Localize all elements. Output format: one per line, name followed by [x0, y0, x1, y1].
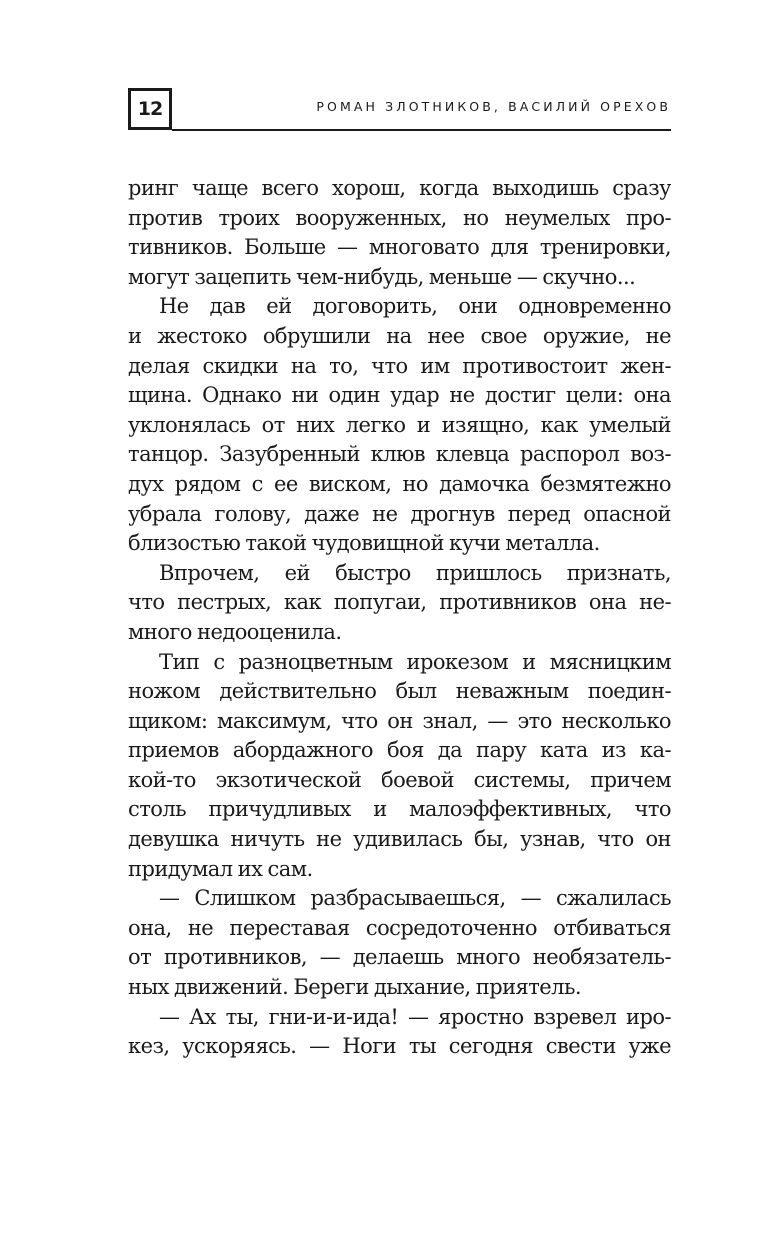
text-line: убрала голову, даже не дрогнув перед опасной	[128, 501, 671, 526]
text-line: кез, ускоряясь. — Ноги ты сегодня свести уже	[128, 1034, 671, 1059]
text-line: много недооценила.	[128, 619, 342, 644]
text-line: Впрочем, ей быстро пришлось признать,	[159, 560, 671, 585]
text-line: дух рядом с ее виском, но дамочка безмятежно	[128, 471, 671, 496]
page-number: 12	[128, 88, 172, 130]
text-line: Тип с разноцветным ирокезом и мясницким	[159, 649, 671, 674]
text-line: щина. Однако ни один удар не достиг цели: она	[128, 383, 671, 408]
page-header	[128, 88, 671, 134]
text-line: придумал их сам.	[128, 856, 313, 881]
text-line: щиком: максимум, что он знал, — это несколько	[128, 708, 671, 733]
text-line: ных движений. Береги дыхание, приятель.	[128, 975, 581, 1000]
header-rule	[172, 129, 671, 131]
text-line: кой-то экзотической боевой системы, причем	[128, 767, 671, 792]
text-line: тивников. Больше — многовато для тренировки,	[128, 235, 671, 260]
text-line: от противников, — делаешь много необязатель-	[128, 945, 671, 970]
text-line: близостью такой чудовищной кучи металла.	[128, 531, 600, 556]
text-line: и жестоко обрушили на нее свое оружие, не	[128, 323, 671, 348]
text-line: против троих вооруженных, но неумелых про-	[128, 205, 671, 230]
running-head-authors: РОМАН ЗЛОТНИКОВ, ВАСИЛИЙ ОРЕХОВ	[316, 99, 671, 114]
text-line: уклонялась от них легко и изящно, как умелый	[128, 412, 671, 437]
text-line: танцор. Зазубренный клюв клевца распорол воз-	[128, 442, 671, 467]
text-line: — Слишком разбрасываешься, — сжалилась	[159, 886, 671, 911]
text-line: — Ах ты, гни-и-и-ида! — яростно взревел иро-	[159, 1004, 671, 1029]
text-line: ножом действительно был неважным поедин-	[128, 679, 671, 704]
text-line: делая скидки на то, что им противостоит жен-	[128, 353, 671, 378]
text-line: приемов абордажного боя да пару ката из ка-	[128, 738, 671, 763]
text-line: столь причудливых и малоэффективных, что	[128, 797, 671, 822]
text-line: Не дав ей договорить, они одновременно	[159, 294, 671, 319]
body-text	[128, 174, 671, 1062]
text-line: ринг чаще всего хорош, когда выходишь сразу	[128, 176, 671, 200]
text-line: она, не переставая сосредоточенно отбиваться	[128, 915, 671, 940]
text-line: что пестрых, как попугаи, противников она не-	[128, 590, 671, 615]
text-line: девушка ничуть не удивилась бы, узнав, что он	[128, 827, 671, 852]
text-line: могут зацепить чем-нибудь, меньше — скучно...	[128, 264, 636, 289]
